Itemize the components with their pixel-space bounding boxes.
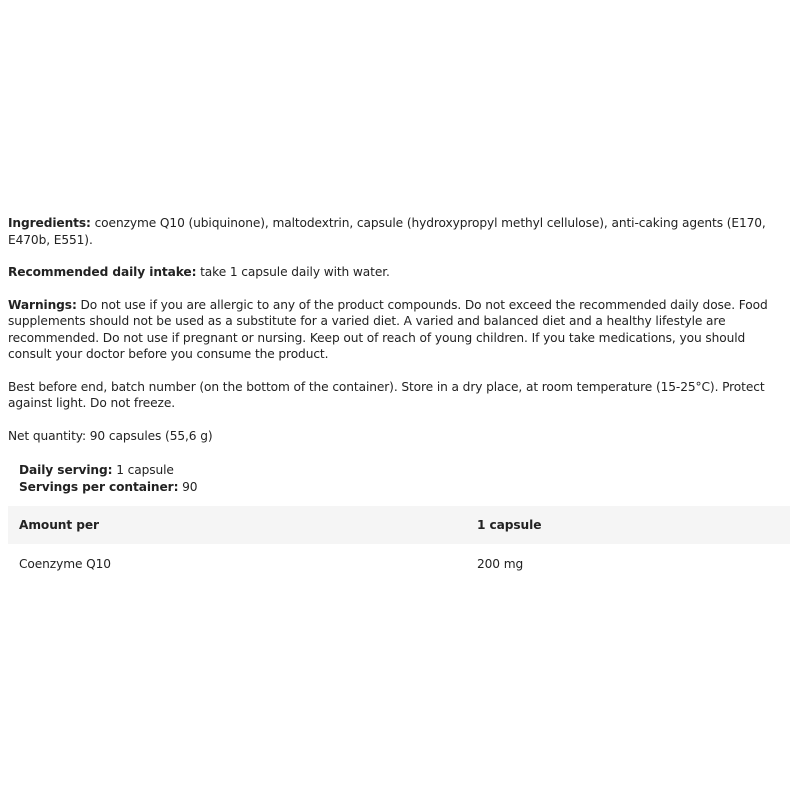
intake-paragraph: [8, 264, 790, 281]
table-cell-ingredient: Coenzyme Q10: [19, 556, 111, 571]
daily-serving-value: 1 capsule: [112, 463, 174, 477]
serving-info: [8, 462, 790, 496]
warnings-paragraph: [8, 297, 790, 363]
ingredients-paragraph: [8, 215, 790, 248]
table-row: [8, 544, 790, 584]
servings-per-container: [19, 479, 790, 496]
intake-text: take 1 capsule daily with water.: [196, 265, 390, 279]
ingredients-label: Ingredients:: [8, 216, 91, 230]
warnings-label: Warnings:: [8, 297, 77, 312]
net-quantity: Net quantity: 90 capsules (55,6 g): [8, 428, 213, 443]
servings-per-container-label: Servings per container:: [19, 480, 179, 494]
servings-per-container-value: 90: [178, 480, 198, 494]
storage-paragraph: Best before end, batch number (on the bottom of the container). Store in a dry place, at room temperature (15-25°C). Protect against light. Do not freeze.: [8, 379, 765, 410]
daily-serving-label: Daily serving:: [19, 463, 113, 477]
warnings-text: Do not use if you are allergic to any of the product compounds. Do not exceed the recommended daily dose. Food supplements should not be used as a substitute for a varied diet. A varied and balanced diet and a healthy lifestyle are recommended. Do not use if pregnant or nursing. Keep out of reach of young children. If you take medications, you should consult your doctor before you consume the product.: [8, 297, 768, 361]
table-header-amount: Amount per: [19, 517, 99, 532]
daily-serving: [19, 462, 790, 479]
nutrition-table: [8, 506, 790, 584]
table-header-row: [8, 506, 790, 544]
table-cell-amount: 200 mg: [477, 556, 524, 571]
product-info: [8, 215, 790, 584]
intake-label: Recommended daily intake:: [8, 265, 197, 279]
table-header-capsule: 1 capsule: [477, 517, 542, 532]
ingredients-text: coenzyme Q10 (ubiquinone), maltodextrin, capsule (hydroxypropyl methyl cellulose), anti-caking agents (E170, E470b, E551).: [8, 216, 766, 247]
